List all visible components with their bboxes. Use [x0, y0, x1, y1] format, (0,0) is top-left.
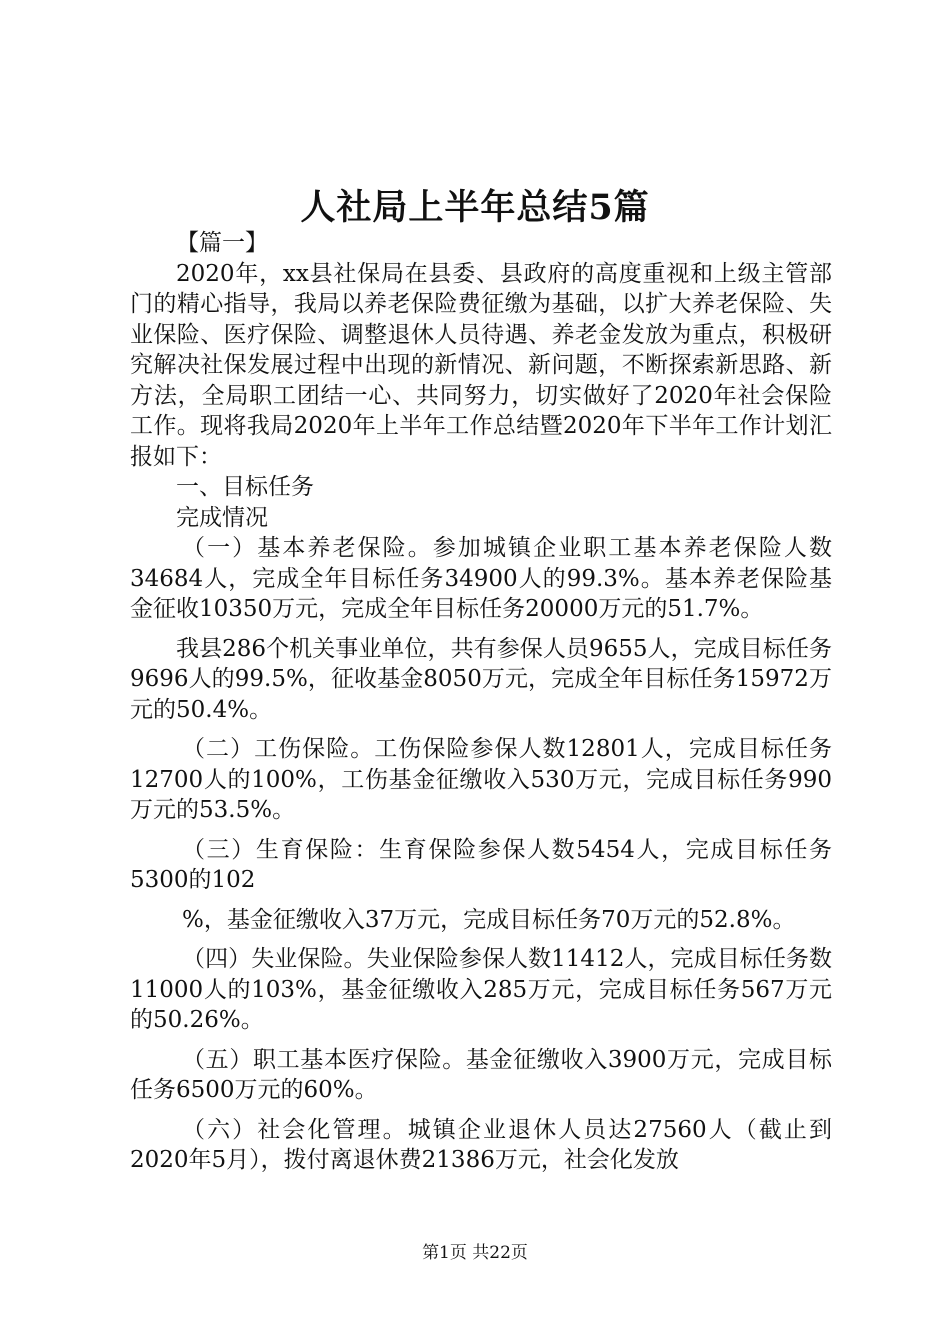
- page-indicator: 第1页 共22页: [422, 1243, 528, 1263]
- document-title: 人社局上半年总结5篇: [300, 187, 650, 228]
- paragraph-social: （六）社会化管理。城镇企业退休人员达27560人（截止到2020年5月），拨付离退休费21386万元，社会化发放: [130, 1116, 832, 1173]
- heading-targets: 一、目标任务: [176, 474, 314, 500]
- heading-completion: 完成情况: [176, 504, 268, 531]
- paragraph-injury: （二）工伤保险。工伤保险参保人数12801人，完成目标任务12700人的100%，工伤基金征缴收入530万元，完成目标任务990万元的53.5%。: [130, 736, 832, 823]
- paragraph-maternity-b: %，基金征缴收入37万元，完成目标任务70万元的52.8%。: [182, 906, 796, 933]
- section-label: 【篇一】: [176, 230, 268, 256]
- paragraph-maternity-a: （三）生育保险：生育保险参保人数5454人，完成目标任务5300的102: [130, 836, 832, 893]
- paragraph-unemployment: （四）失业保险。失业保险参保人数11412人，完成目标任务数11000人的103%，基金征缴收入285万元，完成目标任务567万元的50.26%。: [130, 946, 832, 1033]
- paragraph-pension: （一）基本养老保险。参加城镇企业职工基本养老保险人数34684人，完成全年目标任务34900人的99.3%。基本养老保险基金征收10350万元，完成全年目标任务20000万元的51.7%。: [130, 535, 832, 622]
- intro-paragraph: 2020年，xx县社保局在县委、县政府的高度重视和上级主管部门的精心指导，我局以养老保险费征缴为基础，以扩大养老保险、失业保险、医疗保险、调整退休人员待遇、养老金发放为重点，积极研究解决社保发展过程中出现的新情况、新问题，不断探索新思路、新方法，全局职工团结一心、共同努力，切实做好了2020年社会保险工作。现将我局2020年上半年工作总结暨2020年下半年工作计划汇报如下：: [130, 260, 832, 470]
- document-body: [130, 228, 832, 1176]
- paragraph-units: 我县286个机关事业单位，共有参保人员9655人，完成目标任务9696人的99.5%，征收基金8050万元，完成全年目标任务15972万元的50.4%。: [130, 635, 832, 723]
- paragraph-medical: （五）职工基本医疗保险。基金征缴收入3900万元，完成目标任务6500万元的60%。: [130, 1046, 832, 1103]
